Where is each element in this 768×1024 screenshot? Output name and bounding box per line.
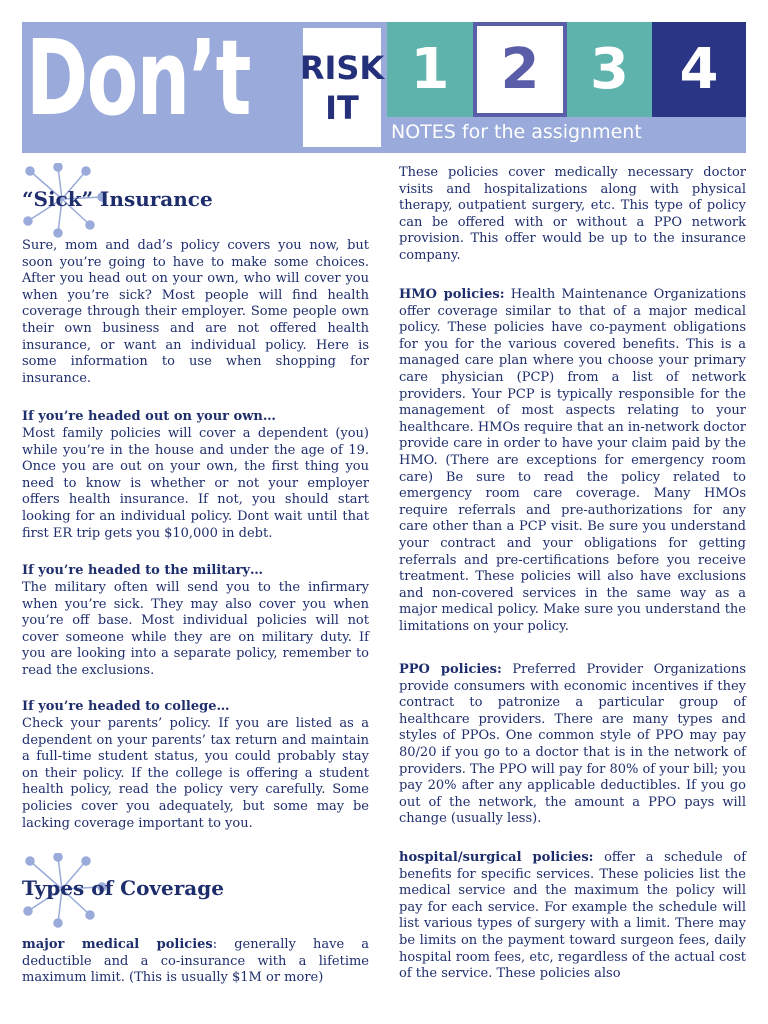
title-banner: [22, 22, 746, 153]
types-of-coverage-heading: Types of Coverage: [22, 876, 224, 900]
major-medical-paragraph: [22, 937, 369, 987]
hmo-text: Health Maintenance Organizations offer coverage similar to that of a major medical policy. These policies have co-payment obligations for you for the various covered benefits. This is a managed care plan where you choose your primary care physician (PCP) from a list of network providers. Your PCP is typically responsible for the management of most aspects relating to your healthcare. HMOs require that an in-network doctor provide care in order to have your claim paid by the HMO. (There are exceptions for emergency room care) Be sure to read the policy related to emergency room care coverage. Many HMOs require referrals and pre-authorizations for any care other than a PCP visit. Be sure you understand your contract and your obligations for getting referrals and pre-certifications before you receive treatment. These policies will also have exclusions and non-covered services in the same way as a major medical policy. Make sure you understand the limitations on your policy.: [399, 287, 746, 634]
military-paragraph: The military often will send you to the infirmary when you’re sick. They may also cover you when you’re off base. Most individual policies will not cover someone while they are on military duty. If you are looking into a separate policy, remember to read the exclusions.: [22, 580, 369, 678]
sick-insurance-heading: “Sick” Insurance: [22, 187, 213, 211]
risk-it-inner: [299, 28, 385, 147]
number-box-4: 4: [652, 22, 746, 117]
ppo-label: PPO policies:: [399, 662, 502, 677]
notes-bar: [387, 117, 746, 153]
hospital-surgical-paragraph: [399, 850, 746, 983]
ppo-text: Preferred Provider Organizations provide consumers with economic incentives if they contract to patronize a particular group of healthcare providers. There are many types and styles of PPOs. One common style of PPO may pay 80/20 if you go to a doctor that is in the network of providers. The PPO will pay for 80% of your bill; you pay 20% after any applicable deductibles. If you go out of the network, the amount a PPO pays will change (usually less).: [399, 662, 746, 827]
risk-it-box: [297, 22, 387, 153]
college-heading: If you’re headed to college…: [22, 699, 230, 714]
own-heading: If you’re headed out on your own…: [22, 409, 276, 424]
college-paragraph: Check your parents’ policy. If you are listed as a dependent on your parents’ tax return and maintain a full-time student status, you could probably stay on their policy. If the college is offering a student health policy, read the policy very carefully. Some policies cover you adequately, but some may be lacking coverage important to you.: [22, 716, 369, 831]
major-medical-text: : generally have a deductible and a co-insurance with a lifetime maximum limit. (This is usually $1M or more): [22, 937, 369, 986]
hmo-label: HMO policies:: [399, 287, 505, 302]
policy-intro-paragraph: These policies cover medically necessary doctor visits and hospitalizations along with physical therapy, outpatient surgery, etc. This type of policy can be offered with or without a PPO network provision. This offer would be up to the insurance company.: [399, 165, 746, 263]
dont-block: [22, 22, 277, 153]
risk-label: RISK: [299, 48, 385, 87]
ppo-paragraph: [399, 662, 746, 828]
hospital-surgical-label: hospital/surgical policies:: [399, 850, 594, 865]
hospital-surgical-text: offer a schedule of benefits for specific services. These policies list the medical service and the maximum the policy will pay for each service. For example the schedule will list various types of surgery with a limit. There may be limits on the payment toward surgeon fees, daily hospital room fees, etc, regardless of the actual cost of the service. These policies also: [399, 850, 747, 982]
major-medical-label: major medical policies: [22, 937, 213, 952]
number-box-2: 2: [473, 22, 567, 117]
notes-title: NOTES for the assignment: [391, 121, 642, 143]
own-paragraph: Most family policies will cover a dependent (you) while you’re in the house and under the age of 19. Once you are out on your own, the first thing you need to know is whether or not your employer offers health insurance. If not, you should start looking for an individual policy. Dont wait until that first ER trip gets you $10,000 in debt.: [22, 426, 369, 541]
intro-paragraph: Sure, mom and dad’s policy covers you now, but soon you’re going to have to make some choices. After you head out on your own, who will cover you when you’re sick? Most people will find health coverage through their employer. Some people own their own business and are not offered health insurance, or want an individual policy. Here is some information to use when shopping for insurance.: [22, 238, 369, 386]
military-heading: If you’re headed to the military…: [22, 563, 264, 578]
hmo-paragraph: [399, 287, 746, 635]
number-box-3: 3: [567, 22, 652, 117]
banner-dont-title: Don’t: [26, 22, 250, 139]
banner-spacer: [277, 22, 297, 153]
number-box-1: 1: [387, 22, 473, 117]
it-label: IT: [325, 88, 359, 127]
